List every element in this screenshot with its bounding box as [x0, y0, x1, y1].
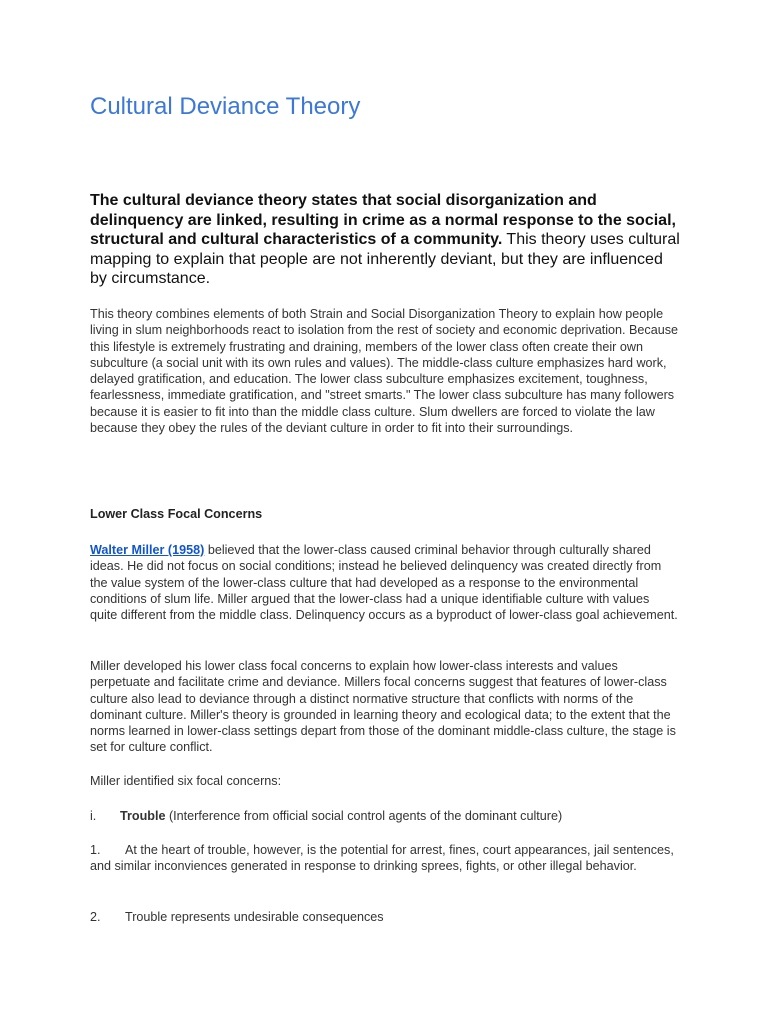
paragraph-text — [90, 542, 680, 623]
list-item-2 — [90, 909, 680, 925]
paragraph-miller — [90, 542, 680, 623]
list-item-text: Trouble represents undesirable consequences — [125, 910, 384, 924]
lead-bold-text: The cultural deviance theory states that social disorganization and delinquency are linked, resulting in crime as a normal response to the social, structural and cultural characteristics of a community. — [90, 192, 676, 248]
list-item-text: At the heart of trouble, however, is the potential for arrest, fines, court appearances, jail sentences, and similar inconviences generated in response to drinking sprees, fights, or other illegal behavior. — [90, 843, 674, 874]
paragraph-rest-text: believed that the lower-class caused criminal behavior through culturally shared ideas. He did not focus on social conditions; instead he believed delinquency was created directly from the value system of the lower-class culture that had developed as a response to the environmental conditions of slum life. Miller argued that the lower-class had a unique identifiable culture with values quite different from the middle class. Delinquency occurs as a byproduct of lower-class goal achievement. — [90, 543, 678, 623]
walter-miller-link[interactable]: Walter Miller (1958) — [90, 543, 205, 557]
paragraph-focal-concerns — [90, 658, 680, 756]
list-marker: 2. — [90, 910, 101, 924]
paragraph-strain-theory — [90, 306, 680, 436]
paragraph-text: Miller identified six focal concerns: — [90, 774, 282, 788]
list-item-bold: Trouble — [120, 809, 166, 823]
lead-paragraph — [90, 191, 680, 289]
list-marker: 1. — [90, 843, 101, 857]
paragraph-text: This theory combines elements of both Strain and Social Disorganization Theory to explain how people living in slum neighborhoods react to isolation from the rest of society and economic deprivation. Because this lifestyle is extremely frustrating and draining, members of the lower class often create their own subculture (a social unit with its own rules and values). The middle-class culture emphasizes hard work, delayed gratification, and education. The lower class subculture emphasizes excitement, toughness, fearlessness, immediate gratification, and "street smarts." The lower class subculture has many followers because it is easier to fit into than the middle class culture. Slum dwellers are forced to violate the law because they obey the rules of the deviant culture in order to fit into their surroundings. — [90, 307, 679, 436]
list-marker: i. — [90, 809, 97, 823]
section-heading: Lower Class Focal Concerns — [90, 507, 263, 521]
paragraph-text: Miller developed his lower class focal concerns to explain how lower-class interests and values perpetuate and facilitate crime and deviance. Millers focal concerns suggest that features of lower-class culture also lead to deviance through a distinct normative structure that conflicts with norms of the dominant culture. Miller's theory is grounded in learning theory and ecological data; to the extent that the norms learned in lower-class settings depart from those of the dominant middle-class culture, the stage is set for culture conflict. — [90, 659, 676, 755]
list-item-trouble — [90, 808, 680, 824]
lead-rest-text: This theory uses cultural mapping to explain that people are not inherently deviant, but they are influenced by circumstance. — [90, 231, 680, 287]
page-title: Cultural Deviance Theory — [90, 93, 361, 120]
paragraph-six-concerns — [90, 773, 680, 789]
list-item-rest: (Interference from official social control agents of the dominant culture) — [165, 809, 563, 823]
list-item-1 — [90, 842, 680, 875]
